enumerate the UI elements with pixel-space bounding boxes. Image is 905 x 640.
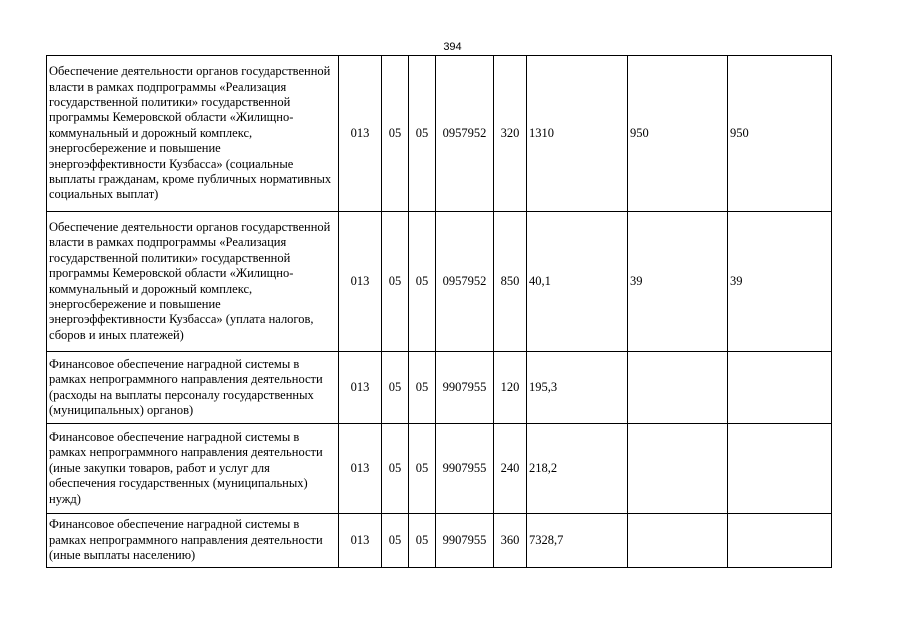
target-article-code: 0957952 bbox=[436, 212, 494, 352]
amount-year-1: 1310 bbox=[527, 56, 628, 212]
section-code: 05 bbox=[382, 352, 409, 424]
subsection-code: 05 bbox=[409, 514, 436, 568]
expense-type-code: 320 bbox=[494, 56, 527, 212]
target-article-code: 9907955 bbox=[436, 352, 494, 424]
expense-type-code: 850 bbox=[494, 212, 527, 352]
section-code: 05 bbox=[382, 56, 409, 212]
expense-type-code: 120 bbox=[494, 352, 527, 424]
row-description: Обеспечение деятельности органов государственной власти в рамках подпрограммы «Реализация государственной политики» государственной программы Кемеровской области «Жилищно-коммунальный и дорожный комплекс, энергосбережение и повышение энергоэффективности Кузбасса» (социальные выплаты гражданам, кроме публичных нормативных социальных выплат) bbox=[47, 56, 339, 212]
expense-type-code: 360 bbox=[494, 514, 527, 568]
section-code: 05 bbox=[382, 424, 409, 514]
amount-year-1: 218,2 bbox=[527, 424, 628, 514]
page-number: 394 bbox=[443, 41, 462, 53]
row-description: Финансовое обеспечение наградной системы в рамках непрограммного направления деятельности (расходы на выплаты персоналу государственных (муниципальных) органов) bbox=[47, 352, 339, 424]
admin-code: 013 bbox=[339, 514, 382, 568]
subsection-code: 05 bbox=[409, 212, 436, 352]
admin-code: 013 bbox=[339, 212, 382, 352]
table-row bbox=[47, 56, 832, 212]
expense-type-code: 240 bbox=[494, 424, 527, 514]
table-row bbox=[47, 514, 832, 568]
admin-code: 013 bbox=[339, 424, 382, 514]
row-description: Финансовое обеспечение наградной системы в рамках непрограммного направления деятельности (иные выплаты населению) bbox=[47, 514, 339, 568]
amount-year-3: 950 bbox=[728, 56, 832, 212]
amount-year-3 bbox=[728, 352, 832, 424]
row-description: Финансовое обеспечение наградной системы в рамках непрограммного направления деятельности (иные закупки товаров, работ и услуг для обеспечения государственных (муниципальных) нужд) bbox=[47, 424, 339, 514]
amount-year-2: 950 bbox=[628, 56, 728, 212]
amount-year-2: 39 bbox=[628, 212, 728, 352]
table-row bbox=[47, 424, 832, 514]
table-row bbox=[47, 212, 832, 352]
target-article-code: 9907955 bbox=[436, 424, 494, 514]
section-code: 05 bbox=[382, 514, 409, 568]
amount-year-2 bbox=[628, 352, 728, 424]
budget-table bbox=[46, 55, 832, 568]
amount-year-1: 7328,7 bbox=[527, 514, 628, 568]
amount-year-2 bbox=[628, 514, 728, 568]
target-article-code: 0957952 bbox=[436, 56, 494, 212]
amount-year-3: 39 bbox=[728, 212, 832, 352]
amount-year-1: 195,3 bbox=[527, 352, 628, 424]
amount-year-1: 40,1 bbox=[527, 212, 628, 352]
subsection-code: 05 bbox=[409, 424, 436, 514]
amount-year-3 bbox=[728, 424, 832, 514]
amount-year-3 bbox=[728, 514, 832, 568]
section-code: 05 bbox=[382, 212, 409, 352]
admin-code: 013 bbox=[339, 352, 382, 424]
row-description: Обеспечение деятельности органов государственной власти в рамках подпрограммы «Реализация государственной политики» государственной программы Кемеровской области «Жилищно-коммунальный и дорожный комплекс, энергосбережение и повышение энергоэффективности Кузбасса» (уплата налогов, сборов и иных платежей) bbox=[47, 212, 339, 352]
admin-code: 013 bbox=[339, 56, 382, 212]
target-article-code: 9907955 bbox=[436, 514, 494, 568]
table-row bbox=[47, 352, 832, 424]
subsection-code: 05 bbox=[409, 352, 436, 424]
subsection-code: 05 bbox=[409, 56, 436, 212]
amount-year-2 bbox=[628, 424, 728, 514]
